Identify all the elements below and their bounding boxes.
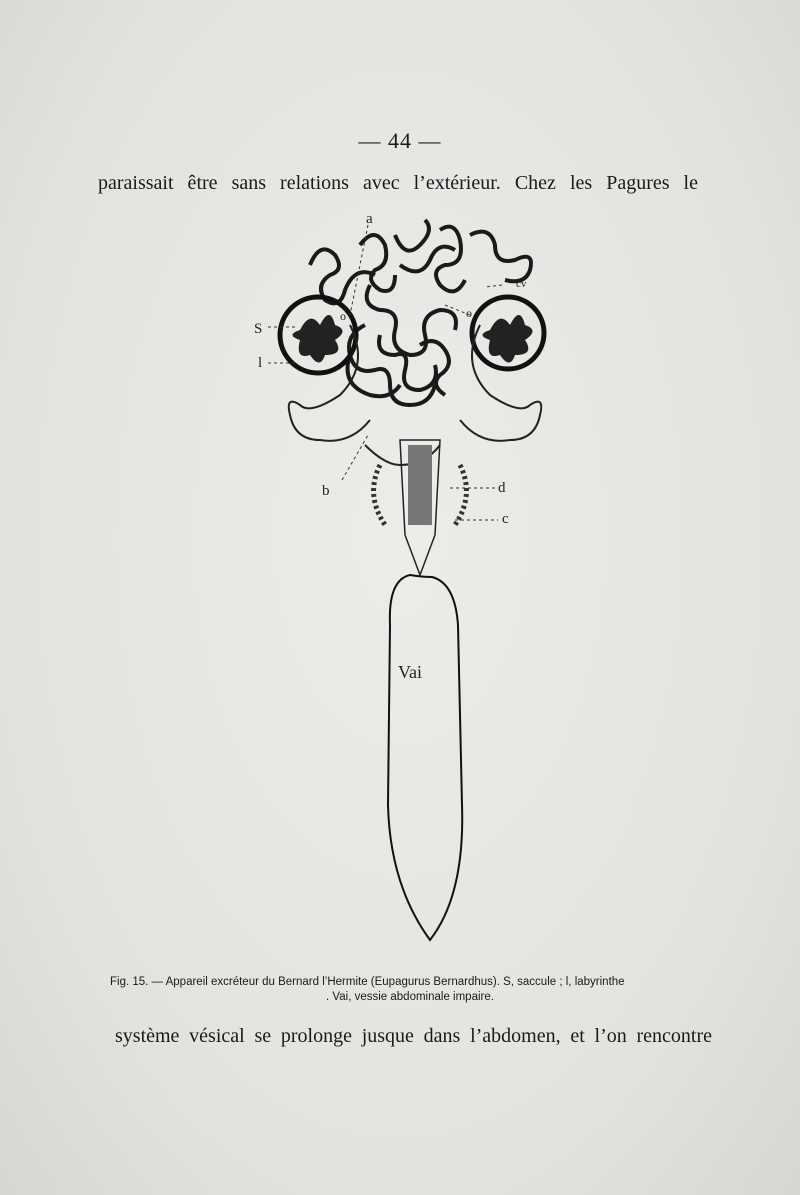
excretory-apparatus-figure bbox=[240, 205, 580, 975]
label-vai: Vai bbox=[398, 662, 422, 682]
label-l: l bbox=[258, 355, 263, 371]
label-cv: cv bbox=[516, 278, 527, 290]
right-saccule bbox=[472, 297, 544, 369]
label-c: c bbox=[502, 511, 509, 527]
central-duct bbox=[374, 440, 467, 575]
page-number: — 44 — bbox=[358, 128, 442, 153]
label-o-left: o bbox=[340, 309, 346, 323]
figure-drawing bbox=[240, 205, 580, 975]
text-line-bottom: système vésical se prolonge jusque dans l’abdomen, et l’on rencontre bbox=[115, 1025, 712, 1047]
caption-line-2: . Vai, vessie abdominale impaire. bbox=[326, 991, 494, 1003]
abdominal-vesicle-outline bbox=[388, 575, 462, 940]
label-a: a bbox=[366, 211, 373, 227]
caption-line-1: Fig. 15. — Appareil excréteur du Bernard l’Hermite (Eupagurus Bernardhus). S, saccule ; l, labyrinthe bbox=[110, 976, 625, 988]
label-o-right: o bbox=[466, 306, 472, 320]
label-d: d bbox=[498, 480, 506, 496]
label-b: b bbox=[322, 483, 330, 499]
text-line-top: paraissait être sans relations avec l’extérieur. Chez les Pagures le bbox=[98, 172, 698, 194]
label-s: S bbox=[254, 321, 263, 337]
figure-caption bbox=[110, 975, 710, 1005]
